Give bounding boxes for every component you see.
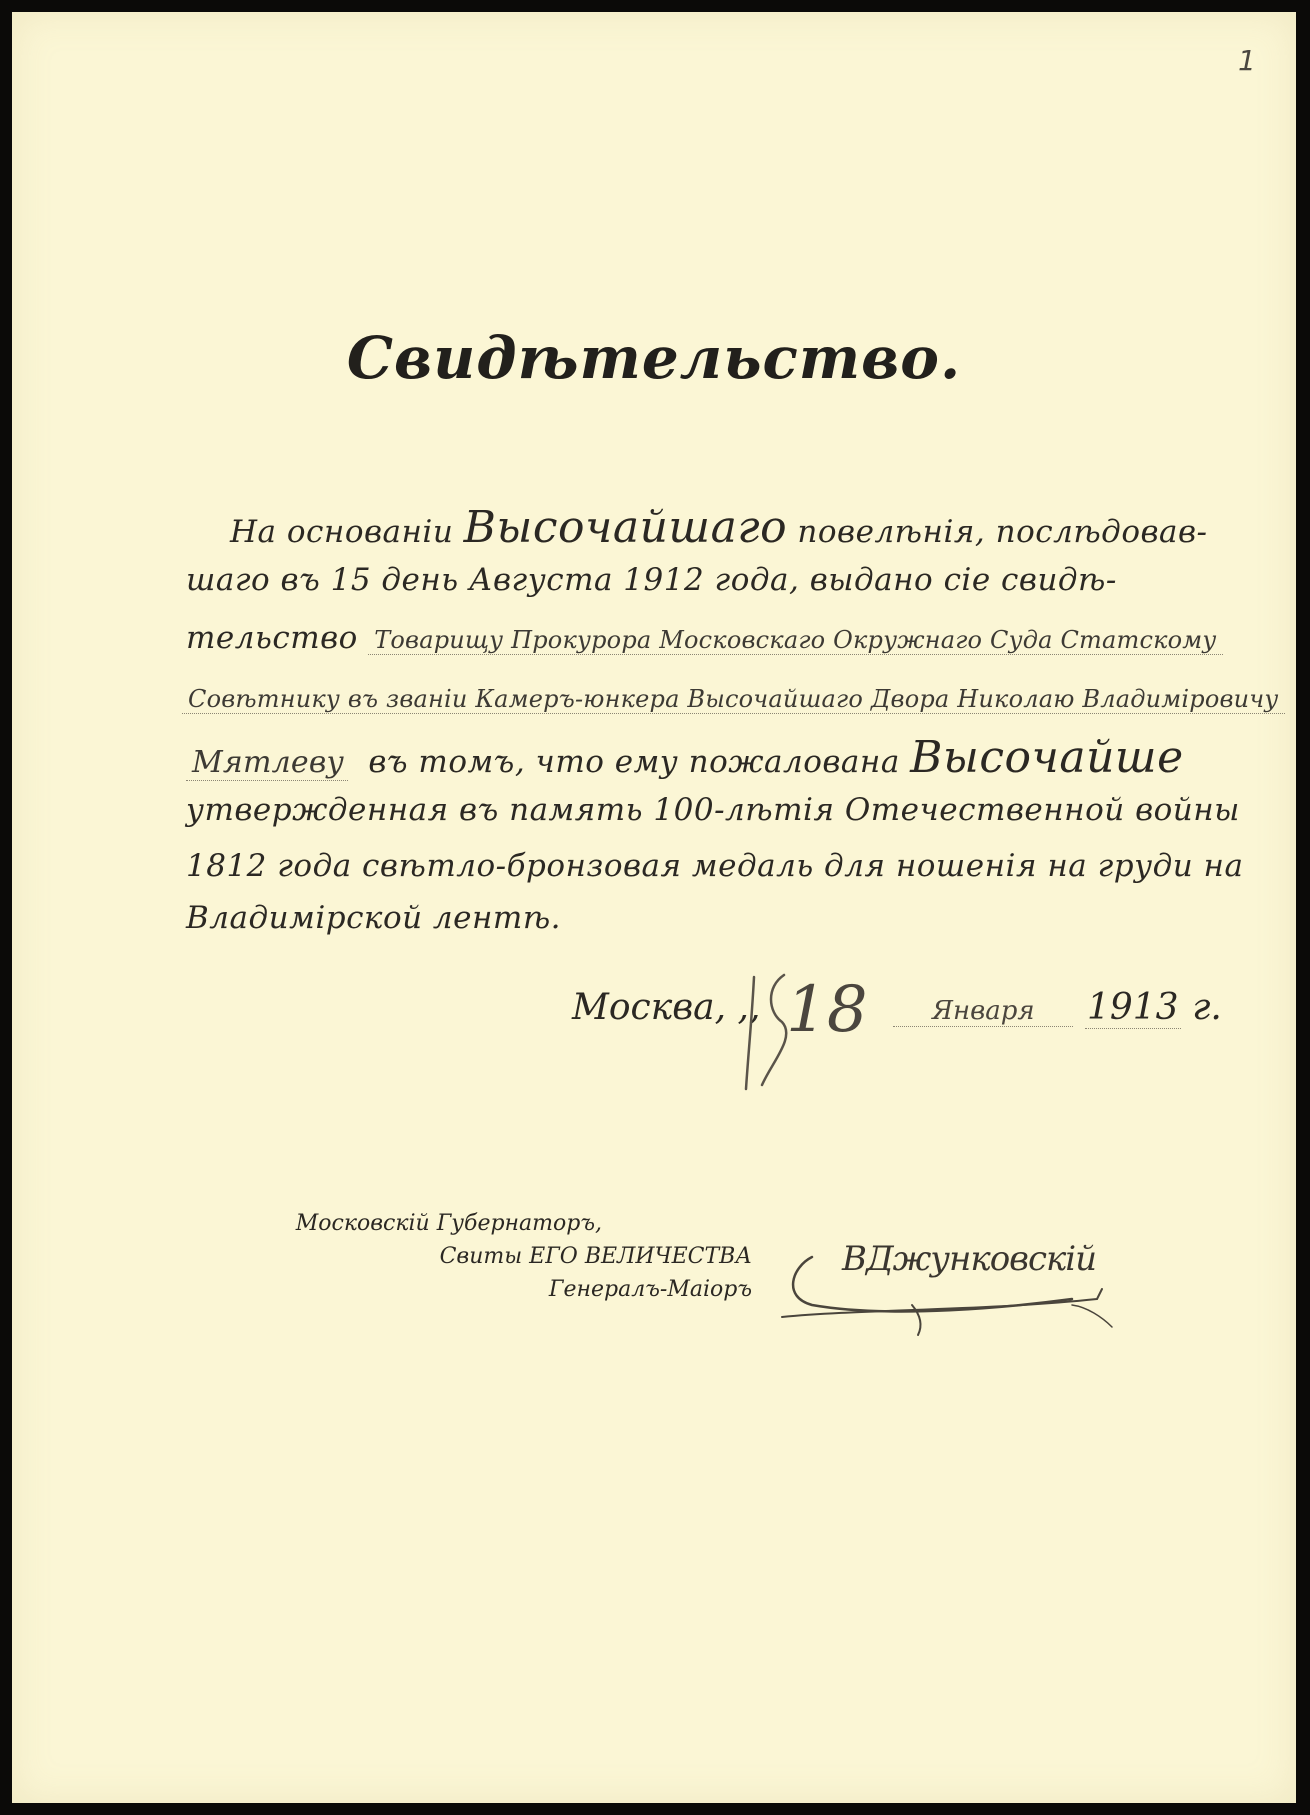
signatory-block	[12, 1207, 752, 1306]
signature-text: ВДжунковскій	[842, 1239, 1097, 1279]
date-quote: ,,	[737, 987, 761, 1028]
date-handwriting-flourish	[732, 967, 802, 1097]
body-line-2: шаго въ 15 день Августа 1912 года, выдано сіе свидѣ-	[186, 562, 1117, 598]
signatory-line-2: Свиты ЕГО ВЕЛИЧЕСТВА	[439, 1244, 752, 1269]
body-line-1-emphasis: Высочайшаго	[463, 502, 788, 553]
document-title: Свидѣтельство.	[346, 324, 962, 392]
body-line-1-part-3: повелѣнія, послѣдовав-	[797, 514, 1208, 550]
date-day: 18	[786, 973, 868, 1047]
body-line-5	[186, 732, 1184, 783]
body-line-4	[182, 679, 1285, 715]
body-line-5-emphasis: Высочайше	[910, 732, 1184, 783]
body-line-1-part-1: На основаніи	[230, 514, 454, 550]
place-and-date	[572, 973, 1222, 1047]
body-line-3-handwritten: Товарищу Прокурора Московскаго Окружнаго Суда Статскому	[368, 626, 1222, 655]
page-number: 1	[1238, 44, 1256, 77]
signatory-line-1: Московскій Губернаторъ,	[295, 1211, 602, 1236]
paper-sheet	[12, 12, 1296, 1803]
date-suffix: г.	[1192, 987, 1222, 1028]
body-line-6: утвержденная въ память 100-лѣтія Отечественной войны	[186, 792, 1240, 828]
body-line-7: 1812 года свѣтло-бронзовая медаль для ношенія на груди на	[186, 848, 1244, 884]
date-year: 1913	[1085, 987, 1181, 1029]
recipient-surname: Мятлеву	[186, 745, 348, 781]
signature	[772, 1227, 1132, 1337]
city: Москва,	[572, 987, 727, 1028]
body-line-3-printed: тельство	[186, 620, 358, 656]
body-line-8: Владимірской лентѣ.	[186, 900, 562, 936]
body-line-4-handwritten: Совѣтнику въ званіи Камеръ-юнкера Высочайшаго Двора Николаю Владиміровичу	[182, 685, 1285, 714]
signatory-line-3: Генералъ-Маіоръ	[548, 1277, 752, 1302]
body-line-3	[186, 620, 1223, 656]
date-month: Января	[893, 996, 1073, 1027]
body-line-5-printed: въ томъ, что ему пожалована	[368, 744, 900, 780]
body-line-1	[230, 502, 1208, 553]
